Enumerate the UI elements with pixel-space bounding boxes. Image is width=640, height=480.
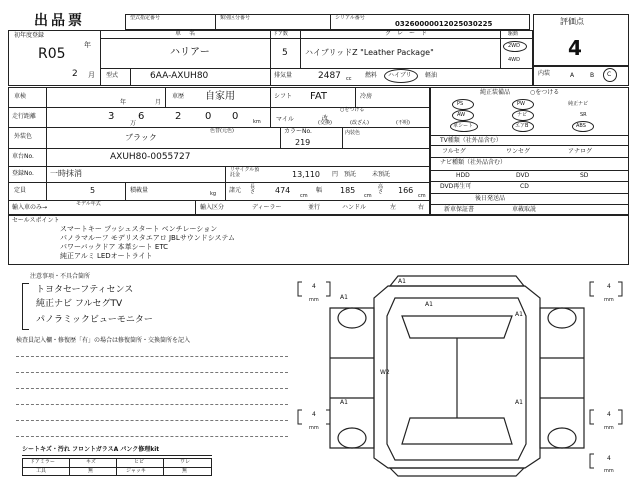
diagram-label-a1-right: A1	[515, 311, 523, 318]
diagram-label-a1-left: A1	[340, 294, 348, 301]
use-value: 自家用	[205, 91, 235, 102]
mile-opt1: 改	[322, 115, 329, 122]
size-label: 諸元	[229, 187, 242, 194]
int-color-label: 内装色	[345, 130, 361, 136]
width-label: 幅	[316, 187, 323, 194]
score-value: 4	[568, 36, 582, 60]
fuel-value: ハイブリ	[388, 72, 412, 79]
navi-dvd: DVD	[516, 172, 530, 179]
name-label: 車名	[175, 30, 204, 37]
drive-2wd: 2WD	[508, 43, 520, 49]
navi-title: ナビ種類（社外品含む）	[440, 159, 507, 166]
tire-rr-unit: mm	[604, 425, 614, 431]
cert-no-label: 型式指定番号	[130, 15, 161, 21]
equip-title: 純正装備品	[480, 89, 511, 96]
recycle-status1: 預託	[344, 171, 357, 178]
diagram-label-a1-hood: A1	[425, 301, 433, 308]
recycle-value: 13,110	[292, 170, 320, 179]
light-label: 軽油	[425, 72, 438, 79]
serial-value: 03260000012025030225	[395, 20, 493, 28]
grade-label: グレード	[385, 30, 434, 37]
month-value: 2	[72, 69, 78, 79]
import-opt1: ディーラー	[252, 204, 282, 211]
interior-c: C	[607, 71, 612, 78]
navi-hdd: HDD	[456, 172, 470, 179]
legend-v2: 無	[88, 468, 94, 474]
mile-label: マイル	[276, 116, 294, 123]
tire-rl: 4	[312, 411, 316, 418]
equip-aw: AW	[457, 112, 466, 118]
legend-h1: ドアミラー	[30, 459, 55, 465]
mile-opt3: (改ざん)	[350, 120, 369, 126]
shift-value: FAT	[310, 91, 328, 102]
bottom-note: シートキズ・汚れ フロントガラスA パンク修理kit	[22, 446, 160, 453]
reg-label: 登録No.	[12, 170, 34, 177]
mileage-digit-1: 3	[108, 111, 115, 122]
tire-fr: 4	[607, 283, 611, 290]
equip-navi: ナビ	[517, 112, 528, 118]
cd-label: CD	[520, 183, 529, 190]
navi-sd: SD	[580, 172, 589, 179]
tire-rr: 4	[607, 411, 611, 418]
legend-h2: キズ	[86, 459, 96, 465]
tv-analog: アナログ	[568, 148, 593, 155]
legend-v1: 工具	[36, 468, 47, 474]
class-no-label: 類別区分番号	[220, 15, 251, 21]
diagram-label-a1-rear-left: A1	[340, 399, 348, 406]
load-unit: kg	[210, 191, 217, 197]
width-value: 185	[340, 186, 356, 195]
page-title: 出品票	[34, 13, 85, 29]
name-value: ハリアー	[170, 47, 210, 58]
handle-left: 左	[390, 204, 397, 211]
cc-unit: cc	[346, 76, 352, 82]
note-line-3: パノラミックビューモニター	[36, 315, 153, 325]
legend-v4: 無	[182, 468, 188, 474]
mileage-man-unit: 万	[130, 120, 137, 127]
note-line-2: 純正ナビ フルセグTV	[36, 299, 123, 309]
equip-ps: PS	[457, 101, 464, 107]
inspect-month-unit: 月	[155, 99, 162, 106]
equip-airbag: エアB	[515, 123, 529, 129]
docs-manual: 車載取説	[512, 206, 537, 213]
equip-sr: SR	[580, 112, 587, 118]
tire-fr-unit: mm	[604, 297, 614, 303]
inspect-label: 車検	[14, 93, 27, 100]
sales-line-2: パノラマルーフ モデリスタエアロ JBLサウンドシステム	[60, 234, 236, 242]
model-label: 型式	[106, 72, 119, 79]
len-value: 474	[275, 186, 291, 195]
tv-fullseg: フルセグ	[442, 148, 466, 155]
tv-title: TV種類（社外品含む）	[440, 137, 502, 144]
len-label: 長さ	[250, 184, 256, 195]
diagram-label-a1-rear-right: A1	[515, 399, 523, 406]
reg-value: 一時抹消	[50, 169, 82, 178]
docs-warranty: 新車保証書	[444, 206, 475, 213]
width-unit: cm	[364, 193, 372, 199]
color-label: 外装色	[14, 133, 33, 140]
interior-a: A	[570, 72, 575, 79]
mileage-digit-2: 6	[138, 111, 145, 122]
equip-note: ○をつける	[530, 89, 560, 96]
tire-fl: 4	[312, 283, 316, 290]
handle-label: ハンドル	[342, 204, 367, 211]
mileage-digit-5: 0	[232, 111, 239, 122]
mileage-km-unit: km	[253, 119, 261, 125]
inspect-year-unit: 年	[120, 99, 127, 106]
model-year-label: モデル年式	[76, 201, 101, 207]
chassis-value: AXUH80-0055727	[110, 152, 191, 162]
tire-rl-unit: mm	[309, 425, 319, 431]
len-unit: cm	[300, 193, 308, 199]
notes-bracket	[22, 283, 29, 330]
grade-value: ハイブリッドZ "Leather Package"	[305, 48, 434, 57]
doors-value: 5	[282, 48, 288, 58]
shift-label: シフト	[274, 93, 293, 100]
ac-label: 冷房	[360, 93, 373, 100]
mile-opt4: (不明)	[396, 120, 410, 126]
doors-label: ドア数	[273, 31, 288, 37]
chassis-label: 車台No.	[12, 153, 34, 160]
drive-4wd: 4WD	[508, 57, 520, 63]
capacity-label: 定員	[14, 187, 27, 194]
legend-h4: ワレ	[180, 459, 191, 465]
score-label: 評価点	[560, 17, 584, 26]
import-class-label: 輸入区分	[200, 204, 225, 211]
model-value: 6AA-AXUH80	[150, 71, 209, 81]
handle-right: 右	[418, 204, 425, 211]
tire-fl-unit: mm	[309, 297, 319, 303]
use-label: 車歴	[172, 93, 185, 100]
color-code-label: カラーNo.	[284, 128, 312, 135]
serial-label: シリアル番号	[335, 15, 365, 21]
load-label: 積載量	[130, 187, 149, 194]
tire-spare: 4	[607, 455, 611, 462]
note-line-1: トヨタセーフティセンス	[36, 285, 134, 295]
legend-h3: ヒビ	[134, 459, 145, 465]
year-unit: 年	[84, 41, 91, 49]
sales-line-3: パワーバックドア 本革シート ETC	[60, 243, 169, 251]
mileage-digit-4: 0	[205, 111, 212, 122]
notes-title: 注意事項・不具合箇所	[30, 273, 91, 280]
mileage-digit-3: 2	[175, 111, 182, 122]
recycle-status2: 未預託	[372, 171, 391, 178]
dvd-label: DVD再生可	[440, 183, 472, 190]
import-label: 輸入車のみ→	[12, 204, 48, 211]
recycle-unit: 円	[332, 171, 339, 178]
height-label: 高さ	[378, 184, 384, 195]
repair-label: 検査員記入欄・修復歴「有」の場合は修復箇所・交換箇所を記入	[16, 337, 191, 344]
mileage-label: 走行距離	[12, 113, 37, 120]
tire-spare-unit: mm	[604, 468, 614, 474]
sales-title: セールスポイント	[12, 217, 60, 224]
attach-note: ○をつける	[340, 107, 365, 113]
capacity-value: 5	[90, 186, 96, 195]
mile-opt2: (交換)	[318, 120, 332, 126]
diagram-label-a1-front: A1	[398, 278, 406, 285]
interior-b: B	[590, 72, 595, 79]
sales-line-1: スマートキー プッシュスタート ベンチレーション	[60, 225, 218, 233]
month-unit: 月	[88, 71, 95, 79]
color-note: 色替(元色)	[210, 128, 234, 134]
legend-v3: ジャッキ	[126, 468, 146, 474]
year-value: R05	[38, 46, 66, 62]
height-value: 166	[398, 186, 414, 195]
cc-label: 排気量	[274, 72, 293, 79]
diagram-label-w2: W2	[380, 369, 390, 376]
first-reg-label: 初年度登録	[14, 32, 45, 39]
drive-label: 駆動	[508, 31, 519, 37]
interior-label: 内装	[538, 70, 551, 77]
fuel-label: 燃料	[365, 72, 378, 79]
recycle-label: リサイクル預託金	[230, 167, 260, 178]
equip-leather: 革シート	[453, 123, 474, 129]
docs-title: 後日発送品	[475, 195, 506, 202]
equip-pw: PW	[517, 101, 525, 107]
tv-oneseg: ワンセグ	[506, 148, 531, 155]
equip-navi-genuine: 純正ナビ	[568, 101, 589, 107]
color-code-value: 219	[295, 138, 311, 147]
height-unit: cm	[418, 193, 426, 199]
import-opt2: 並行	[308, 204, 321, 211]
color-value: ブラック	[125, 133, 157, 142]
sales-line-4: 純正アルミ LEDオートライト	[60, 252, 153, 260]
cc-value: 2487	[318, 71, 341, 81]
equip-abs: ABS	[576, 123, 586, 129]
